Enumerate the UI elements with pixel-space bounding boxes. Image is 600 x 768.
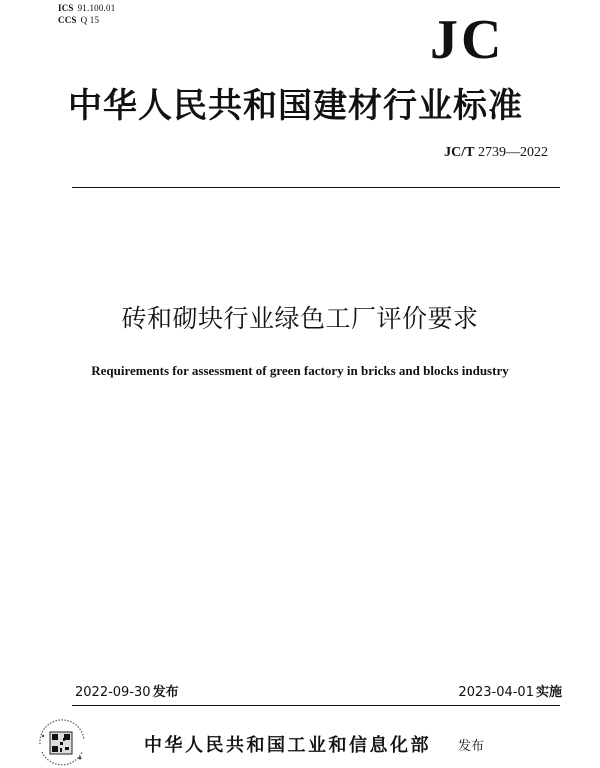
issue-date-label: 发布 <box>152 685 179 700</box>
issue-date-value: 2022-09-30 <box>75 685 151 700</box>
standard-number <box>444 144 548 162</box>
ccs-code <box>58 14 115 26</box>
issuing-authority-label: 发布 <box>458 739 485 754</box>
ccs-label: CCS <box>58 15 77 25</box>
implementation-date-value: 2023-04-01 <box>458 685 534 700</box>
document-title-chinese: 砖和砌块行业绿色工厂评价要求 <box>121 304 479 333</box>
official-seal-icon <box>34 718 90 768</box>
jc-logo: JC <box>430 9 505 71</box>
header-divider <box>72 187 560 188</box>
issuing-authority: 中华人民共和国工业和信息化部 <box>144 735 431 756</box>
ics-label: ICS <box>58 3 74 13</box>
ccs-value: Q 15 <box>80 15 100 25</box>
standard-number-prefix: JC/T <box>444 145 475 160</box>
document-title-english: Requirements for assessment of green factory in bricks and blocks industry <box>91 363 509 378</box>
ics-code <box>58 2 115 14</box>
footer-divider <box>72 705 560 706</box>
implementation-date <box>458 684 562 702</box>
implementation-date-label: 实施 <box>535 685 562 700</box>
classification-codes <box>58 2 115 26</box>
standard-category: 中华人民共和国建材行业标准 <box>68 86 523 126</box>
issue-date <box>75 684 179 702</box>
standard-number-value: 2739—2022 <box>478 145 548 160</box>
ics-value: 91.100.01 <box>77 3 116 13</box>
